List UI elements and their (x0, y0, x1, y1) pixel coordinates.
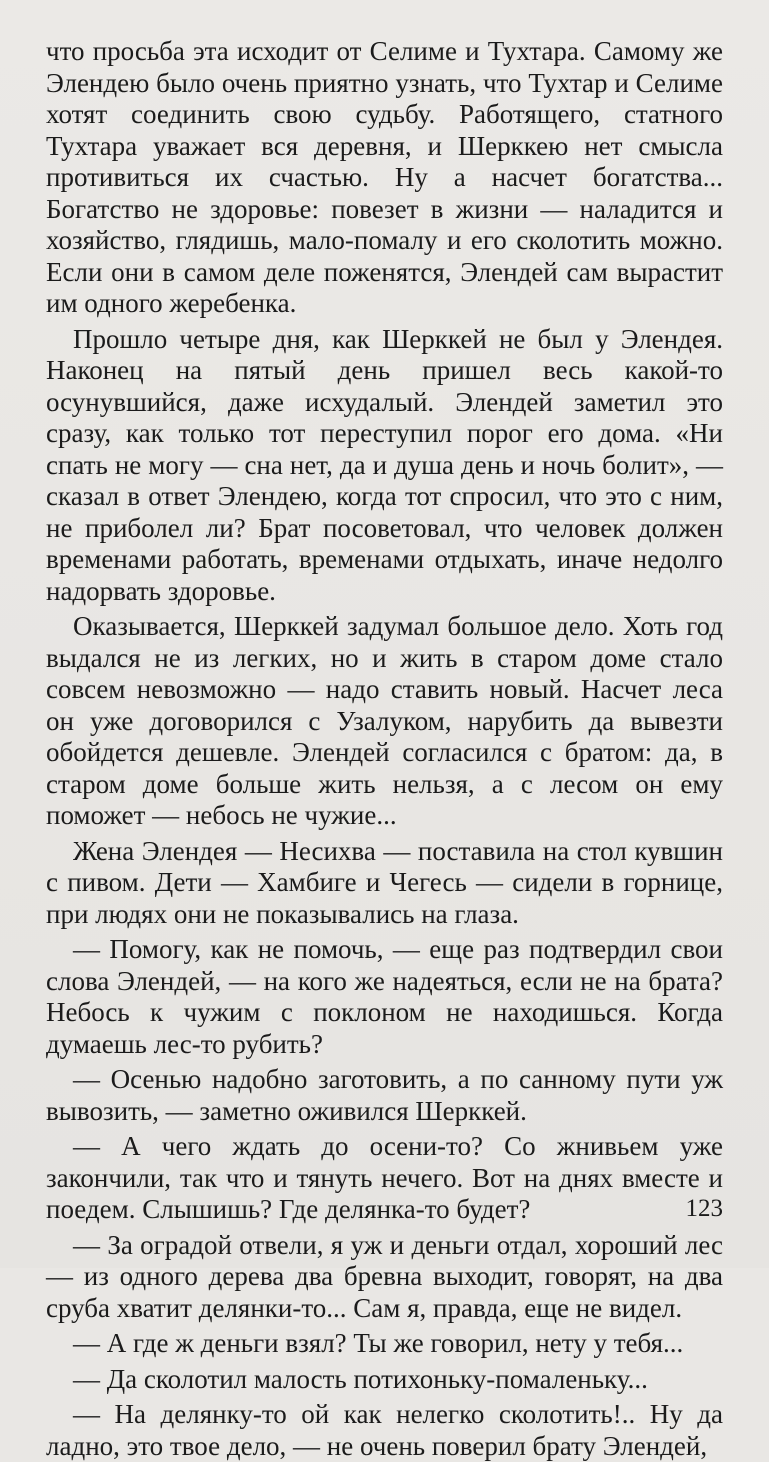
paragraph-11: — На делянку-то ой как нелегко сколотить!.. Ну да ладно, это твое дело, — не очень поверил брату Элендей, (46, 1399, 723, 1461)
paragraph-4: Жена Элендея — Несихва — поставила на стол кувшин с пивом. Дети — Хамбиге и Чегесь — сидели в горнице, при людях они не показывались на глаза. (46, 835, 723, 929)
paragraph-2: Прошло четыре дня, как Шерккей не был у Элендея. Наконец на пятый день пришел весь какой-то осунувшийся, даже исхудалый. Элендей заметил это сразу, как только тот переступил порог его дома. «Ни спать не могу — сна нет, да и душа день и ночь болит», — сказал в ответ Элендею, когда тот спросил, что это с ним, не приболел ли? Брат посоветовал, что человек должен временами работать, временами отдыхать, иначе недолго надорвать здоровье. (46, 323, 723, 606)
paragraph-1: что просьба эта исходит от Селиме и Тухтара. Самому же Элендею было очень приятно узнать, что Тухтар и Селиме хотят соединить свою судьбу. Работящего, статного Тухтара уважает вся деревня, и Шерккею нет смысла противиться их счастью. Ну а насчет богатства... Богатство не здоровье: повезет в жизни — наладится и хозяйство, глядишь, мало-помалу и его сколотить можно. Если они в самом деле поженятся, Элендей сам вырастит им одного жеребенка. (46, 36, 723, 318)
paragraph-10: — Да сколотил малость потихоньку-помаленьку... (73, 1363, 648, 1394)
paragraph-9: — А где ж деньги взял? Ты же говорил, нету у тебя... (73, 1328, 684, 1358)
paragraph-3: Оказывается, Шерккей задумал большое дело. Хоть год выдался не из легких, но и жить в старом доме стало совсем невозможно — надо ставить новый. Насчет леса он уже договорился с Узалуком, нарубить да вывезти обойдется дешевле. Элендей согласился с братом: да, в старом доме больше жить нельзя, а с лесом он ему поможет — небось не чужие... (46, 611, 723, 830)
paragraph-5: — Помогу, как не помочь, — еще раз подтвердил свои слова Элендей, — на кого же надеяться, если не на брата? Небось к чужим с поклоном не находишься. Когда думаешь лес-то рубить? (46, 934, 723, 1059)
paragraph-7: — А чего ждать до осени-то? Со жнивьем уже закончили, так что и тянуть нечего. Вот на днях вместе и поедем. Слышишь? Где делянка-то будет? (46, 1131, 723, 1224)
page-number: 123 (685, 1195, 723, 1222)
paragraph-6: — Осенью надобно заготовить, а по санному пути уж вывозить, — заметно оживился Шерккей. (46, 1064, 723, 1126)
paragraph-8: — За оградой отвели, я уж и деньги отдал, хороший лес — из одного дерева два бревна выходит, говорят, на два сруба хватит делянки-то... Сам я, правда, еще не видел. (46, 1229, 723, 1323)
